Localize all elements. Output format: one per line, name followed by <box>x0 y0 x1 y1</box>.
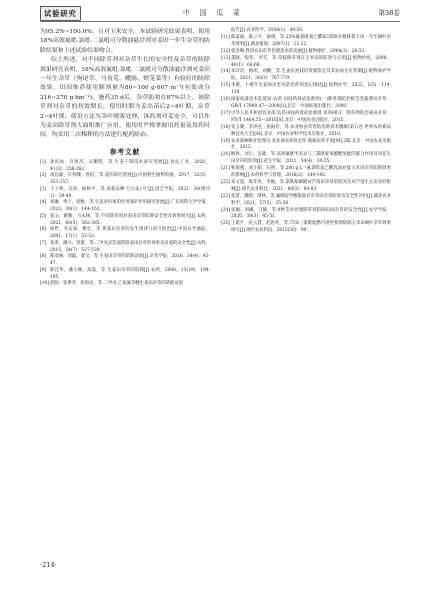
reference-item: [11] 陈家丽，陈立平，薛俊，等.25%氟氯吡氧乙酸EC防除水稻移栽大田一年生阔叶杂草效果[J].湖北植保，2007(1)：21-22. <box>221 34 391 47</box>
reference-item: [3] 王子桥，吴国，杨秋平，等.姜新品种'天白姜1号'[J].园艺学报，2021，30(增刊1)：39-40. <box>40 186 210 199</box>
reference-item: [20] 顾春，刘小，吴隆，等.高效氟吡甲禾灵与三氯吡啶氧醋酸复配的联合作用及对花生田杂草的防效[J].花生学报，2021，50(4)：30-35. <box>221 152 391 165</box>
reference-item: [8] 陈彦丽，刘聪，秦宝，等.生姜田杂草的防除试验[J].杂草学报，2016，34(4)：43-47. <box>40 254 210 267</box>
reference-item: [9] 陈佳华，潘小刚，高磊，等.生姜田杂草的防除[J].农药，2006，13(19)：194-195. <box>40 267 210 280</box>
reference-item: [5] 张文，谢顺，马永林，等.不同除草剂对姜田杂草防除安全性及效果研究[J].农药，2021，60(5)：382-385. <box>40 213 210 226</box>
reference-item: [6] 杨哲，李安泰，曹宏，等.黄姜田杂草的发生规律与综合防治[J].中国农学通报，2001，17(1)：52-53. <box>40 227 210 240</box>
reference-item: [22] 朱文超，陈冬冬，李刚，等.氯吡嘧磺隆对芦蒿田杂草的防效及对芦蒿生长发育的影响[J].现代农业科技，2021，60(5)：80-83. <box>221 179 391 192</box>
reference-item: [24] 张佩，刘曦，马静，等.9种茎叶处理除草剂防除田间杂草的安全性[J].农学学报，2020，38(3)：45-51. <box>221 207 391 220</box>
reference-item: [23] 张慧，潘晓，谭林，等.氟吡啶甲酸胺盐对杂草田杂草防效及安全性评价[J].湖北农业科学，2021，57(5)：35-38. <box>221 193 391 206</box>
reference-item: [10] 赵阳，张斯华，张海龙，等.二甲戊·乙氧氟草醚生姜田杂草的防除试验 <box>40 281 184 287</box>
reference-item: [7] 张勇，潘兴，曾建，等.二甲戊灵乳油防除姜田杂草的效果及对姜的安全性[J].农药，2015，54(7)：537-539. <box>40 240 210 253</box>
reference-item: [19] 农业部种植业管理司.农业部农药检定所.新编农药手册[M].2版.北京：中国农业出版社，2015. <box>221 138 391 151</box>
reference-item: [15] 李敬，卜惠年生姜病虫害及防治药剂登记现状[J].植物医学，2022，1(5)：114-119. <box>221 83 391 96</box>
references-heading: 参考文献 <box>109 147 141 156</box>
left-column <box>40 28 210 288</box>
reference-item: [1] 孙滨如，宫致杰，宋鹏程，等.生姜干制技术研究进展[J].食品工业，2020，41(3)：258-262. <box>40 159 210 172</box>
issue-label: 第38卷 <box>378 9 400 17</box>
reference-list-right <box>221 28 391 235</box>
journal-name: 中 国 瓜 菜 <box>183 9 244 17</box>
right-column <box>221 28 391 235</box>
reference-list-left <box>40 160 210 288</box>
reference-item: [16] 国家质量技术监督局.农药 田间药效试验准则(一)除草剂防治根茎类蔬菜田杂草：GB/T 17980.47—2000[S].北京：中国标准出版社，2000. <box>221 97 391 109</box>
reference-item: 报告[J].农业科学，2004(1)：48-50. <box>231 28 304 33</box>
reference-item: [25] 王建平，张玉慧，赵思英，等.75%三氯吡啶醋可溶性粉剂防除玉米田阔叶杂草效果研究[J].现代农业科技，2015(20)：99. <box>221 221 391 234</box>
section-tag: 试验研究 <box>40 6 81 21</box>
reference-item: [13] 董晓，程伟，李雪，等.草胺除草剂在玉米田的防效与应用[J].植物检疫，2008，40(1)：66-68. <box>221 55 391 68</box>
page-number: ·214· <box>40 561 57 569</box>
reference-item: [14] 朱玲玲，梅鸿，刘腾，等.生姜抗逆栽培资源鉴定及其抗病生化机制[J].植物保护学报，2021，30(3)：767-779. <box>221 69 391 82</box>
reference-item: [18] 张玉聚，李洪连，张振臣，等.农业病虫草害防治新技术精解(第五卷 世界农药新品种技术大全)[M].北京：中国农业科学技术出版社，2010. <box>221 124 391 137</box>
reference-item: [4] 刘琳，黄宁，徐雅，等.生姜对机体的作用保护作用研究进展[J].广东药科大学学报，2023，39(1)：144-152. <box>40 200 210 213</box>
reference-item: [12] 张泽琳.我国农田杂草治理技术的发展[J].植物保护，2004(2)：28-33. <box>221 48 366 54</box>
reference-item: [21] 靳海燕，刘小阳，石照，等.200 g·L⁻¹氟氯吡氧乙酸乳油对夏玉米田杂草防除效果的影响[J].农药科学与管理，2016(2)：144-145. <box>221 166 391 179</box>
body-paragraph: 为95.2%~100.0%，且对玉米安全。本试验研究结果表明，使用18%高效氟吡·氯吡·二氯吡可分散油悬浮剂对姜田一年生杂草的防除结果和上述试验结果吻合。 <box>40 29 210 54</box>
conclusion-paragraph: 综上所述，对不同除草剂对杂草生长的安全性及杂草的防除效果研究表明，18%高效氟吡·氯吡·二氯吡可分散油悬浮剂对姜田一年生杂草（狗尾草、马齿苋、鳢肠、野苋菜等）有较好的防除效果，田间推荐使用制剂量为80~100 g·667 m⁻²(有效成分216~270 g·hm⁻²)。施药35 d后，杂草防效在87%以上，该除草剂对杂草的持效期长，使用时期为姜出苗后2~4叶期、杂草2~4叶期。使用方法为茎叶喷雾处理，该药剂对姜安全，可以作为姜田除草剂大面积推广应用，使用时严格掌握用药量及用药时间，均采用二次稀释的方法进行配药防治。 <box>40 57 210 139</box>
header-rule <box>40 21 400 22</box>
running-header <box>40 6 400 20</box>
reference-item: [2] 项信毅，许利珊，曾伯，等.姜的研究进展[J].中国野生植物资源，2017，32(5)：353-357. <box>40 173 210 186</box>
reference-item: [17] 中华人民共和国农业部.农药田间药效试验准则 第39部分：除草剂防治姜田杂草：NY/T 1464.55—2016[S].北京：中国农业出版社，2015. <box>221 110 391 123</box>
